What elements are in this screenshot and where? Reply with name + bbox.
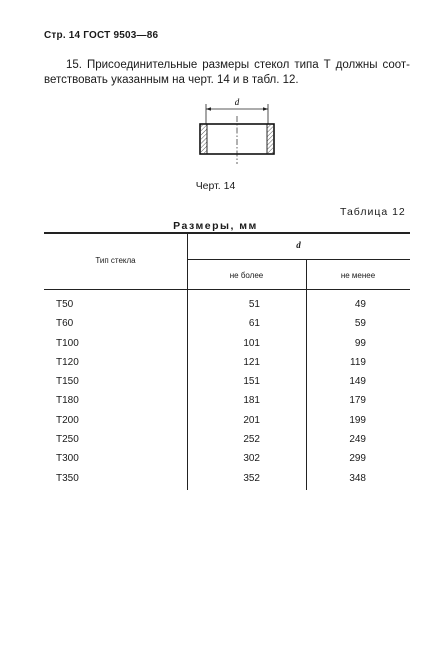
header-max: не более	[229, 271, 264, 280]
cell-min: 99	[354, 337, 366, 349]
arrow-right	[263, 107, 268, 111]
cell-min: 119	[350, 356, 366, 368]
dimension-label: d	[234, 97, 240, 107]
table-row	[44, 451, 410, 470]
cell-type: Т120	[56, 356, 79, 368]
cell-min: 149	[349, 376, 366, 388]
cell-min: 348	[349, 472, 366, 484]
header-min: не менее	[340, 271, 376, 280]
cell-type: Т350	[56, 472, 79, 484]
cell-type: Т100	[56, 337, 79, 349]
cell-min: 299	[349, 453, 366, 465]
cell-max: 352	[243, 472, 260, 484]
figure-caption: Черт. 14	[195, 180, 236, 192]
cell-type: Т250	[56, 434, 79, 446]
cell-min: 49	[354, 299, 366, 310]
header-d: d	[296, 240, 301, 250]
cell-min: 249	[349, 434, 366, 446]
table-body	[44, 297, 410, 490]
hatch-left	[201, 125, 207, 153]
cell-max: 181	[243, 395, 260, 407]
cell-max: 151	[243, 376, 260, 388]
table-row	[44, 336, 410, 355]
table-label: Таблица 12	[340, 206, 406, 218]
dimensions-table	[44, 232, 410, 490]
paragraph-line-1: 15. Присоединительные размеры стекол типа Т должны соот-	[66, 59, 410, 71]
table-row	[44, 471, 410, 490]
cell-max: 51	[248, 299, 260, 310]
table-row	[44, 393, 410, 412]
cell-max: 302	[243, 453, 260, 465]
arrow-left	[206, 107, 211, 111]
table-row	[44, 374, 410, 393]
cell-min: 199	[349, 414, 366, 426]
cell-max: 101	[243, 337, 260, 349]
table-row	[44, 297, 410, 316]
header-type: Тип стекла	[95, 256, 136, 265]
cell-min: 179	[349, 395, 366, 407]
table-row	[44, 355, 410, 374]
page-header: Стр. 14 ГОСТ 9503—86	[44, 30, 159, 41]
cell-max: 61	[248, 318, 260, 330]
cell-type: Т200	[56, 414, 79, 426]
paragraph-15	[44, 58, 410, 88]
paragraph-line-2: ветствовать указанным на черт. 14 и в табл. 12.	[44, 74, 299, 86]
cell-type: Т300	[56, 453, 79, 465]
cell-max: 121	[243, 356, 260, 368]
cell-type: Т50	[56, 299, 74, 310]
table-row	[44, 413, 410, 432]
cell-min: 59	[354, 318, 366, 330]
cell-type: Т150	[56, 376, 79, 388]
header-bottom-rule	[44, 289, 410, 290]
cell-max: 252	[243, 434, 260, 446]
table-row	[44, 316, 410, 335]
cell-max: 201	[243, 414, 260, 426]
table-title: Размеры, мм	[173, 220, 258, 232]
hatch-right	[267, 125, 273, 153]
header-divider-d	[187, 259, 410, 260]
glass-drawing	[180, 92, 290, 172]
cell-type: Т60	[56, 318, 74, 330]
table-top-rule	[44, 232, 410, 234]
cell-type: Т180	[56, 395, 79, 407]
table-row	[44, 432, 410, 451]
